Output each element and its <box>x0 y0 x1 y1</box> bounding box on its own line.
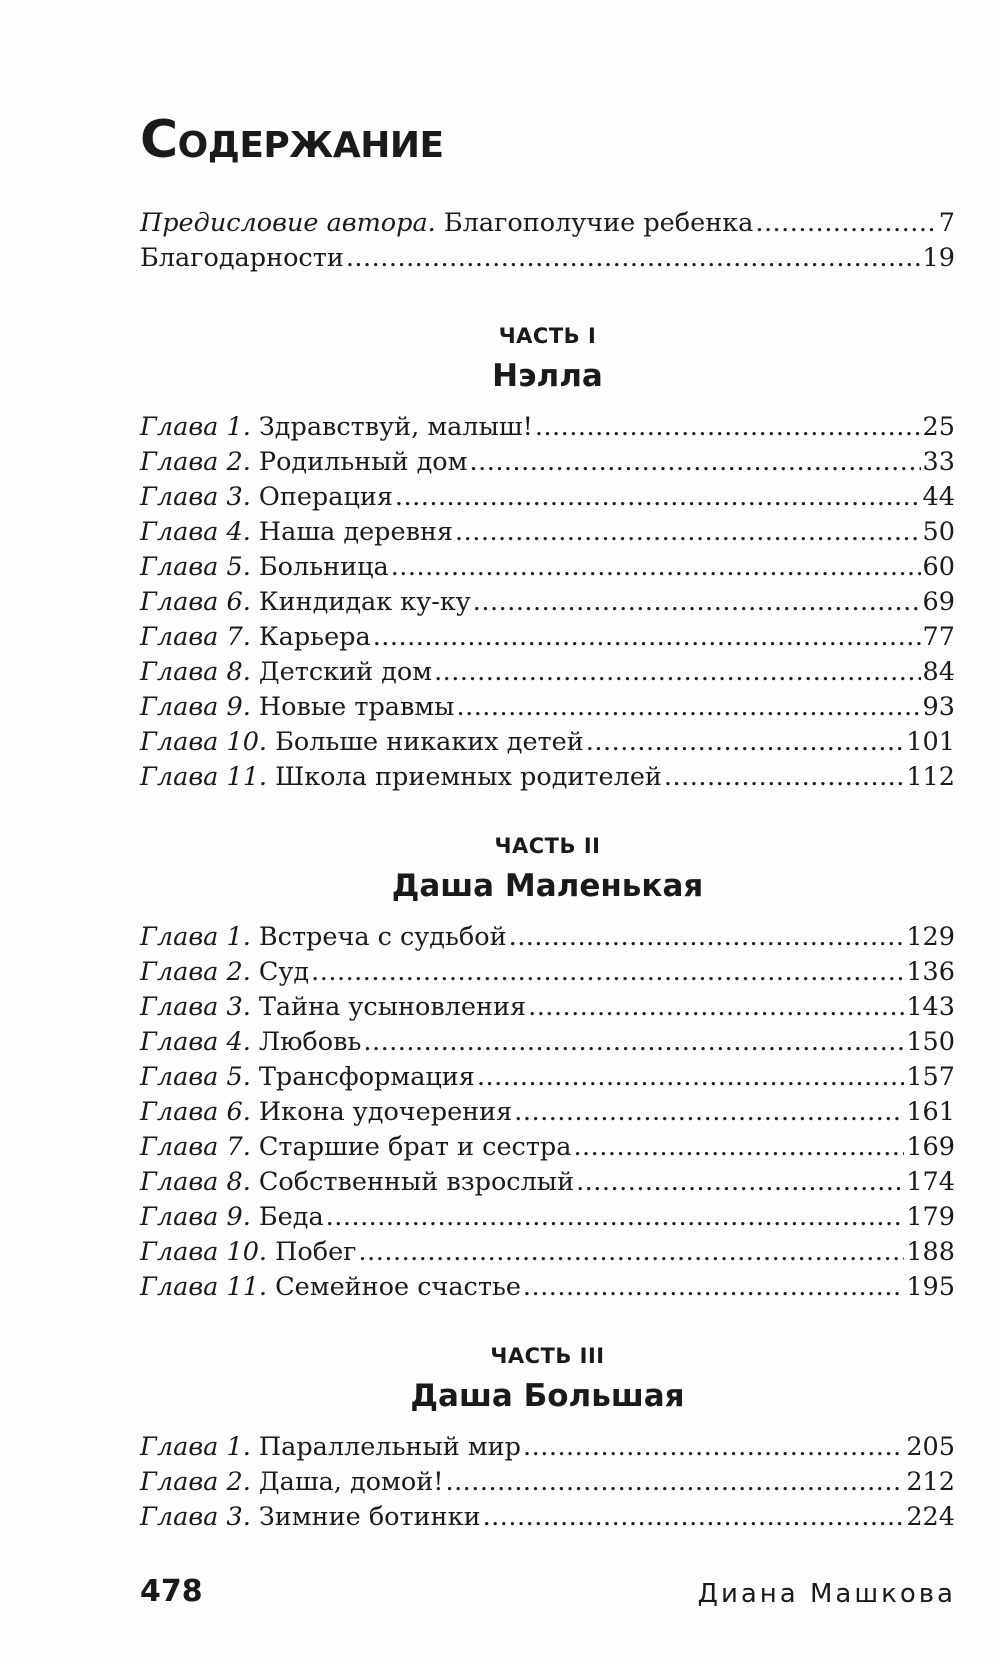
entry-title: Карьера <box>258 622 371 652</box>
toc-entry <box>140 1165 955 1200</box>
part-heading <box>140 832 955 908</box>
part-name: Даша Большая <box>410 1378 685 1414</box>
dot-leader <box>373 620 921 655</box>
entry-chapter: Предисловие автора. <box>140 208 436 238</box>
dot-leader <box>576 1165 904 1200</box>
entry-chapter: Глава 7. <box>140 622 251 652</box>
entry-title: Благополучие ребенка <box>443 208 754 238</box>
chapter-list <box>140 410 955 795</box>
entry-chapter: Глава 9. <box>140 692 251 722</box>
page-title: Содержание <box>140 110 444 170</box>
toc-entry <box>140 585 955 620</box>
entry-page: 157 <box>906 1062 955 1092</box>
entry-title: Наша деревня <box>258 517 454 547</box>
entry-chapter: Глава 2. <box>140 1467 251 1497</box>
entry-page: 143 <box>906 992 955 1022</box>
entry-title: Больше никаких детей <box>275 727 584 757</box>
toc-entry <box>140 480 955 515</box>
toc-entry <box>140 1025 955 1060</box>
entry-page: 136 <box>906 957 955 987</box>
entry-chapter: Глава 4. <box>140 517 251 547</box>
entry-page: 150 <box>906 1027 955 1057</box>
entry-page: 93 <box>922 692 955 722</box>
entry-page: 84 <box>922 657 955 687</box>
part-label: ЧАСТЬ I <box>498 324 597 348</box>
entry-page: 77 <box>922 622 955 652</box>
entry-page: 188 <box>906 1237 955 1267</box>
toc-entry <box>140 1095 955 1130</box>
entry-chapter: Глава 5. <box>140 552 251 582</box>
entry-title: Семейное счастье <box>275 1272 521 1302</box>
entry-title: Больница <box>258 552 389 582</box>
toc-entry <box>140 990 955 1025</box>
entry-chapter: Глава 4. <box>140 1027 251 1057</box>
toc-entry <box>140 1465 955 1500</box>
dot-leader <box>395 480 921 515</box>
entry-page: 101 <box>906 727 955 757</box>
entry-chapter: Глава 6. <box>140 587 251 617</box>
entry-page: 212 <box>906 1467 955 1497</box>
entry-title: Детский дом <box>258 657 433 687</box>
dot-leader <box>509 920 905 955</box>
dot-leader <box>470 445 921 480</box>
entry-chapter: Глава 7. <box>140 1132 251 1162</box>
toc-entry <box>140 410 955 445</box>
entry-page: 33 <box>922 447 955 477</box>
toc-entry <box>140 690 955 725</box>
entry-title: Тайна усыновления <box>258 992 527 1022</box>
entry-title: Любовь <box>258 1027 362 1057</box>
toc-entry <box>140 445 955 480</box>
chapter-list <box>140 1430 955 1535</box>
entry-chapter: Глава 11. <box>140 762 268 792</box>
entry-title: Побег <box>275 1237 357 1267</box>
toc-entry <box>140 920 955 955</box>
toc-entry <box>140 955 955 990</box>
dot-leader <box>586 725 905 760</box>
entry-page: 179 <box>906 1202 955 1232</box>
entry-chapter: Глава 2. <box>140 957 251 987</box>
entry-page: 174 <box>906 1167 955 1197</box>
dot-leader <box>363 1025 904 1060</box>
chapter-list <box>140 920 955 1305</box>
part-name: Даша Маленькая <box>391 868 704 904</box>
entry-chapter: Глава 1. <box>140 922 251 952</box>
entry-page: 19 <box>922 243 955 273</box>
dot-leader <box>664 760 904 795</box>
entry-page: 195 <box>906 1272 955 1302</box>
entry-title: Благодарности <box>140 243 344 273</box>
part-heading <box>140 322 955 398</box>
toc-entry <box>140 1060 955 1095</box>
entry-chapter: Глава 11. <box>140 1272 268 1302</box>
toc-entry <box>140 1235 955 1270</box>
entry-chapter: Глава 3. <box>140 482 251 512</box>
toc-entry <box>140 620 955 655</box>
toc-entry <box>140 1200 955 1235</box>
entry-title: Операция <box>258 482 393 512</box>
entry-chapter: Глава 10. <box>140 1237 268 1267</box>
entry-chapter: Глава 2. <box>140 447 251 477</box>
dot-leader <box>535 410 921 445</box>
front-matter-list <box>140 206 955 276</box>
entry-title: Здравствуй, малыш! <box>258 412 533 442</box>
entry-page: 44 <box>922 482 955 512</box>
toc-entry <box>140 515 955 550</box>
entry-chapter: Глава 10. <box>140 727 268 757</box>
dot-leader <box>573 1130 904 1165</box>
entry-page: 69 <box>922 587 955 617</box>
dot-leader <box>528 990 904 1025</box>
part-label: ЧАСТЬ III <box>490 1344 605 1368</box>
dot-leader <box>346 241 921 276</box>
toc-entry <box>140 1500 955 1535</box>
entry-title: Беда <box>258 1202 324 1232</box>
part-name: Нэлла <box>492 358 603 394</box>
entry-title: Трансформация <box>258 1062 475 1092</box>
dot-leader <box>311 955 904 990</box>
dot-leader <box>755 206 936 241</box>
entry-chapter: Глава 8. <box>140 1167 251 1197</box>
entry-page: 25 <box>922 412 955 442</box>
entry-title: Старшие брат и сестра <box>258 1132 572 1162</box>
dot-leader <box>455 515 921 550</box>
entry-page: 224 <box>906 1502 955 1532</box>
dot-leader <box>514 1095 904 1130</box>
entry-title: Даша, домой! <box>258 1467 444 1497</box>
dot-leader <box>523 1270 904 1305</box>
entry-page: 129 <box>906 922 955 952</box>
entry-chapter: Глава 3. <box>140 1502 251 1532</box>
entry-page: 112 <box>906 762 955 792</box>
entry-title: Встреча с судьбой <box>258 922 507 952</box>
dot-leader <box>391 550 921 585</box>
dot-leader <box>445 1465 904 1500</box>
entry-page: 60 <box>922 552 955 582</box>
entry-chapter: Глава 5. <box>140 1062 251 1092</box>
dot-leader <box>483 1500 905 1535</box>
entry-chapter: Глава 3. <box>140 992 251 1022</box>
entry-page: 50 <box>922 517 955 547</box>
entry-page: 205 <box>906 1432 955 1462</box>
part-heading <box>140 1342 955 1418</box>
entry-chapter: Глава 1. <box>140 1432 251 1462</box>
part-label: ЧАСТЬ II <box>494 834 601 858</box>
entry-chapter: Глава 8. <box>140 657 251 687</box>
entry-title: Родильный дом <box>258 447 468 477</box>
toc-entry <box>140 760 955 795</box>
entry-title: Собственный взрослый <box>258 1167 575 1197</box>
entry-chapter: Глава 1. <box>140 412 251 442</box>
entry-title: Зимние ботинки <box>258 1502 481 1532</box>
toc-entry <box>140 725 955 760</box>
dot-leader <box>434 655 920 690</box>
entry-title: Киндидак ку-ку <box>258 587 471 617</box>
toc-entry <box>140 1270 955 1305</box>
entry-title: Новые травмы <box>258 692 455 722</box>
entry-chapter: Глава 6. <box>140 1097 251 1127</box>
entry-page: 169 <box>906 1132 955 1162</box>
toc-entry <box>140 1430 955 1465</box>
dot-leader <box>359 1235 905 1270</box>
dot-leader <box>523 1430 904 1465</box>
entry-title: Суд <box>258 957 310 987</box>
entry-title: Школа приемных родителей <box>275 762 662 792</box>
toc-entry <box>140 655 955 690</box>
toc-entry <box>140 550 955 585</box>
toc-entry <box>140 241 955 276</box>
toc-entry <box>140 206 955 241</box>
entry-page: 161 <box>906 1097 955 1127</box>
entry-title: Параллельный мир <box>258 1432 522 1462</box>
dot-leader <box>456 690 920 725</box>
entry-title: Икона удочерения <box>258 1097 513 1127</box>
dot-leader <box>326 1200 905 1235</box>
page-number: 478 <box>140 1574 203 1609</box>
running-footer-author: Диана Машкова <box>697 1579 956 1609</box>
entry-chapter: Глава 9. <box>140 1202 251 1232</box>
dot-leader <box>473 585 921 620</box>
toc-entry <box>140 1130 955 1165</box>
dot-leader <box>477 1060 904 1095</box>
entry-page: 7 <box>938 208 955 238</box>
